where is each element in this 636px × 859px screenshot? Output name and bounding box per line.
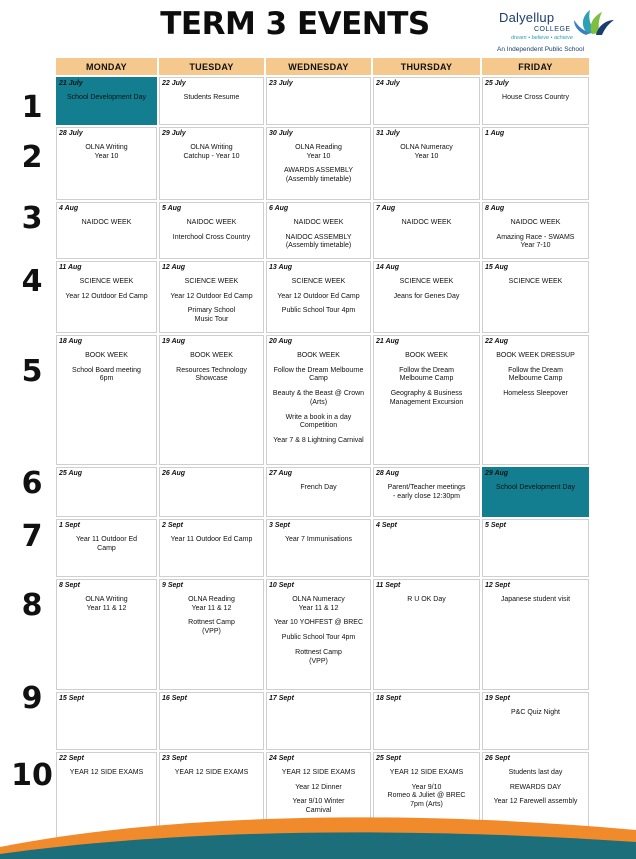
event-text: YEAR 12 SIDE EXAMS: [281, 768, 356, 776]
event-text: NAIDOC ASSEMBLY (Assembly timetable): [285, 233, 352, 250]
event-text: Year 12 Outdoor Ed Camp: [65, 292, 148, 300]
day-cell: [482, 127, 589, 200]
event-text: Beauty & the Beast @ Crown (Arts): [272, 390, 365, 406]
day-cell: [373, 127, 480, 200]
event-text: Follow the Dream Melbourne Camp: [508, 366, 563, 383]
event-text: Parent/Teacher meetings - early close 12:30pm: [387, 483, 466, 500]
day-cell: [373, 519, 480, 577]
day-cell: [482, 202, 589, 259]
week-number: 3: [21, 201, 43, 236]
day-date: 13 Aug: [269, 264, 293, 271]
event-text: P&C Quiz Night: [510, 708, 561, 716]
day-date: 26 Aug: [162, 470, 186, 477]
day-cell: [266, 335, 371, 465]
footer-wave: [0, 812, 636, 859]
day-cell: [56, 467, 157, 517]
event-text: Jeans for Genes Day: [393, 292, 460, 300]
event-text: REWARDS DAY: [509, 783, 562, 791]
day-cell: [266, 519, 371, 577]
day-cell: [159, 335, 264, 465]
day-date: 7 Aug: [376, 205, 396, 212]
day-header-monday: MONDAY: [56, 58, 157, 75]
week-number: 1: [21, 90, 43, 125]
event-text: NAIDOC WEEK: [81, 218, 132, 226]
day-cell: [56, 692, 157, 750]
day-date: 29 July: [162, 130, 186, 137]
event-text: SCIENCE WEEK: [79, 277, 134, 285]
day-date: 3 Sept: [269, 522, 291, 529]
day-cell: [482, 467, 589, 517]
event-text: YEAR 12 SIDE EXAMS: [69, 768, 144, 776]
event-text: Year 7 & 8 Lightning Carnival: [273, 437, 364, 444]
day-date: 1 Sept: [59, 522, 81, 529]
day-date: 28 Aug: [376, 470, 400, 477]
day-date: 11 Sept: [376, 582, 401, 589]
day-date: 26 Sept: [485, 755, 510, 762]
day-cell: [373, 202, 480, 259]
day-cell: [56, 579, 157, 690]
day-date: 9 Sept: [162, 582, 184, 589]
event-text: NAIDOC WEEK: [401, 218, 452, 226]
event-text: OLNA Reading Year 10: [295, 143, 342, 160]
event-text: SCIENCE WEEK: [291, 277, 346, 285]
day-date: 22 Sept: [59, 755, 84, 762]
day-header-tuesday: TUESDAY: [159, 58, 264, 75]
logo-sub: COLLEGE: [534, 26, 571, 33]
event-text: Amazing Race - SWAMS Year 7-10: [496, 233, 575, 250]
day-cell: [373, 579, 480, 690]
day-cell: [482, 519, 589, 577]
day-date: 21 Aug: [376, 338, 400, 345]
event-text: Year 9/10 Romeo & Juliet @ BREC 7pm (Arts): [387, 783, 466, 808]
event-text: Public School Tour 4pm: [281, 307, 356, 315]
day-header-wednesday: WEDNESDAY: [266, 58, 371, 75]
week-number: 9: [21, 681, 43, 716]
day-cell: [56, 127, 157, 200]
day-date: 11 Aug: [59, 264, 82, 271]
day-date: 4 Aug: [59, 205, 79, 212]
day-header-friday: FRIDAY: [482, 58, 589, 75]
event-text: Follow the Dream Melbourne Camp: [399, 366, 454, 383]
event-text: NAIDOC WEEK: [510, 218, 561, 226]
event-text: BOOK WEEK DRESSUP: [496, 351, 575, 359]
day-date: 14 Aug: [376, 264, 400, 271]
event-text: Rottnest Camp (VPP): [188, 619, 235, 635]
day-date: 25 Sept: [376, 755, 401, 762]
event-text: Interchool Cross Country: [172, 233, 251, 241]
day-date: 25 July: [485, 80, 509, 87]
day-cell: [373, 77, 480, 125]
day-date: 24 Sept: [269, 755, 294, 762]
event-text: Year 12 Farewell assembly: [493, 798, 578, 806]
day-date: 31 July: [376, 130, 400, 137]
event-text: Geography & Business Management Excursion: [389, 390, 464, 406]
event-text: NAIDOC WEEK: [186, 218, 237, 226]
logo-school-type: An Independent Public School: [497, 46, 585, 53]
event-text: YEAR 12 SIDE EXAMS: [389, 768, 464, 776]
event-text: Year 12 Outdoor Ed Camp: [277, 292, 360, 300]
day-cell: [56, 519, 157, 577]
day-date: 8 Sept: [59, 582, 81, 589]
day-date: 17 Sept: [269, 695, 294, 702]
week-number: 4: [21, 264, 43, 299]
week-number: 6: [21, 466, 43, 501]
event-text: Year 12 Dinner: [295, 783, 342, 791]
day-cell: [373, 335, 480, 465]
day-date: 27 Aug: [269, 470, 293, 477]
event-text: Year 11 Outdoor Ed Camp: [170, 535, 253, 543]
day-date: 16 Sept: [162, 695, 187, 702]
school-logo: [497, 8, 627, 56]
day-date: 23 Sept: [162, 755, 187, 762]
event-text: Primary School Music Tour: [187, 307, 236, 323]
event-text: Year 10 YOHFEST @ BREC: [273, 619, 364, 627]
event-text: YEAR 12 SIDE EXAMS: [174, 768, 249, 776]
event-text: BOOK WEEK: [85, 351, 128, 359]
event-text: Rottnest Camp (VPP): [295, 648, 342, 665]
day-cell: [482, 261, 589, 333]
event-text: OLNA Reading Year 11 & 12: [188, 595, 235, 612]
event-text: Resources Technology Showcase: [176, 366, 247, 383]
day-date: 2 Sept: [162, 522, 184, 529]
event-text: AWARDS ASSEMBLY (Assembly timetable): [284, 167, 353, 183]
day-cell: [373, 692, 480, 750]
event-text: Year 12 Outdoor Ed Camp: [170, 292, 253, 300]
event-text: French Day: [300, 483, 337, 491]
day-date: 5 Aug: [162, 205, 182, 212]
day-date: 8 Aug: [485, 205, 505, 212]
day-date: 23 July: [269, 80, 293, 87]
day-cell: [373, 261, 480, 333]
day-date: 4 Sept: [376, 522, 398, 529]
event-text: Public School Tour 4pm: [281, 634, 356, 641]
day-date: 28 July: [59, 130, 83, 137]
day-date: 5 Sept: [485, 522, 507, 529]
day-date: 18 Aug: [59, 338, 83, 345]
day-cell: [56, 77, 157, 125]
day-date: 10 Sept: [269, 582, 294, 589]
day-cell: [56, 261, 157, 333]
day-date: 21 July: [59, 80, 83, 87]
day-cell: [159, 519, 264, 577]
event-text: Japanese student visit: [500, 595, 571, 603]
day-cell: [266, 261, 371, 333]
day-date: 25 Aug: [59, 470, 83, 477]
event-text: BOOK WEEK: [405, 351, 448, 359]
day-cell: [373, 467, 480, 517]
day-cell: [482, 335, 589, 465]
event-text: OLNA Numeracy Year 10: [400, 143, 453, 160]
event-text: SCIENCE WEEK: [184, 277, 239, 285]
week-number: 5: [21, 354, 43, 389]
event-text: OLNA Writing Catchup - Year 10: [183, 143, 240, 160]
page-title: TERM 3 EVENTS: [160, 6, 430, 42]
day-date: 22 Aug: [485, 338, 509, 345]
day-cell: [159, 202, 264, 259]
day-cell: [56, 335, 157, 465]
day-cell: [266, 467, 371, 517]
week-number: 2: [21, 140, 43, 175]
event-text: Students last day: [508, 768, 563, 776]
day-cell: [159, 127, 264, 200]
day-date: 30 July: [269, 130, 293, 137]
day-date: 6 Aug: [269, 205, 289, 212]
event-text: Write a book in a day Competition: [285, 413, 352, 430]
event-text: OLNA Writing Year 11 & 12: [85, 595, 128, 612]
event-text: BOOK WEEK: [297, 351, 340, 359]
event-text: Homeless Sleepover: [503, 390, 568, 397]
day-cell: [266, 692, 371, 750]
day-date: 19 Sept: [485, 695, 510, 702]
event-text: OLNA Writing Year 10: [85, 143, 128, 160]
day-date: 19 Aug: [162, 338, 186, 345]
event-text: Year 11 Outdoor Ed Camp: [75, 535, 138, 552]
logo-leaf-icon: [568, 8, 626, 38]
day-cell: [266, 579, 371, 690]
day-cell: [159, 261, 264, 333]
event-text: School Development Day: [496, 483, 575, 491]
day-cell: [56, 202, 157, 259]
week-number: 10: [11, 758, 53, 793]
day-cell: [482, 77, 589, 125]
event-text: Students Resume: [183, 93, 240, 101]
week-number: 8: [21, 588, 43, 623]
day-date: 24 July: [376, 80, 400, 87]
event-text: BOOK WEEK: [190, 351, 233, 359]
day-date: 20 Aug: [269, 338, 293, 345]
day-date: 12 Sept: [485, 582, 510, 589]
event-text: OLNA Numeracy Year 11 & 12: [292, 595, 345, 612]
logo-name: Dalyellup: [499, 10, 555, 25]
logo-tagline: dream • believe • achieve: [511, 35, 573, 41]
event-text: Year 7 Immunisations: [284, 535, 353, 543]
day-cell: [266, 202, 371, 259]
event-text: R U OK Day: [407, 595, 446, 603]
day-cell: [159, 77, 264, 125]
day-header-thursday: THURSDAY: [373, 58, 480, 75]
event-text: SCIENCE WEEK: [399, 277, 454, 285]
day-cell: [482, 579, 589, 690]
day-cell: [159, 579, 264, 690]
event-text: Follow the Dream Melbourne Camp: [273, 366, 364, 383]
event-text: School Development Day: [67, 93, 146, 101]
day-cell: [266, 77, 371, 125]
day-cell: [482, 692, 589, 750]
day-date: 22 July: [162, 80, 186, 87]
day-cell: [266, 127, 371, 200]
event-text: House Cross Country: [502, 93, 569, 101]
day-date: 12 Aug: [162, 264, 186, 271]
day-date: 1 Aug: [485, 130, 505, 137]
event-text: Year 9/10 Winter Carnival: [292, 798, 345, 814]
event-text: SCIENCE WEEK: [508, 277, 563, 285]
day-date: 18 Sept: [376, 695, 401, 702]
day-cell: [159, 467, 264, 517]
event-text: School Board meeting 6pm: [72, 366, 141, 383]
day-date: 15 Aug: [485, 264, 509, 271]
day-cell: [159, 692, 264, 750]
day-date: 15 Sept: [59, 695, 84, 702]
event-text: NAIDOC WEEK: [293, 218, 344, 226]
week-number: 7: [21, 519, 43, 554]
calendar-grid: [56, 58, 589, 840]
day-date: 29 Aug: [485, 470, 509, 477]
